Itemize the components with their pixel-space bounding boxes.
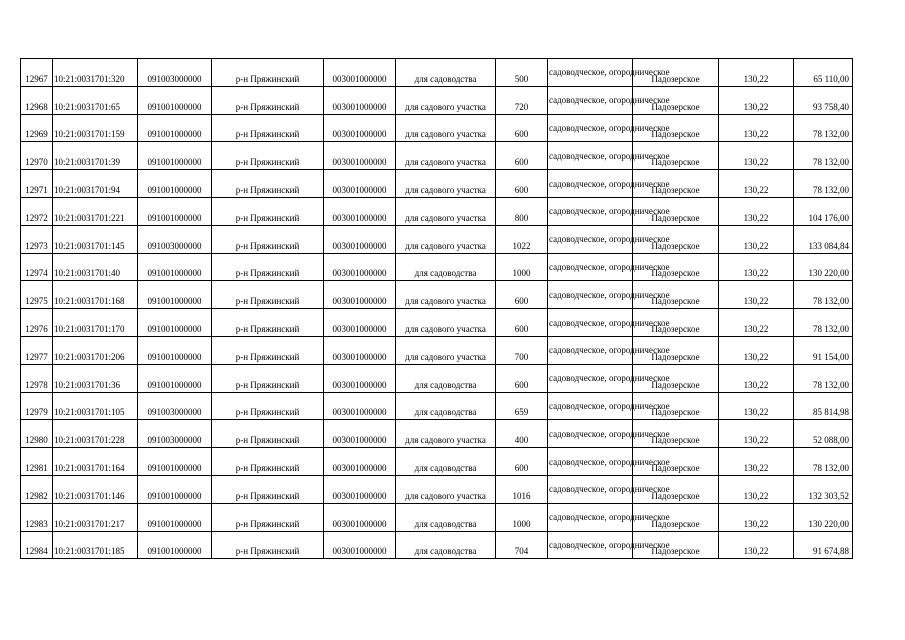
usage-type: садоводческое, огородническое xyxy=(548,281,633,309)
row-number: 12983 xyxy=(21,503,53,531)
code-secondary: 003001000000 xyxy=(324,86,396,114)
rate: 130,22 xyxy=(719,475,794,503)
cadastral-number: 10:21:0031701:159 xyxy=(53,114,138,142)
table-body xyxy=(21,59,853,559)
permitted-use: для садоводства xyxy=(396,531,496,559)
permitted-use: для садоводства xyxy=(396,253,496,281)
usage-type: садоводческое, огородническое xyxy=(548,59,633,87)
permitted-use: для садового участка xyxy=(396,225,496,253)
table-row xyxy=(21,475,853,503)
district: р-н Пряжинский xyxy=(212,59,324,87)
rate: 130,22 xyxy=(719,170,794,198)
usage-type: садоводческое, огородническое xyxy=(548,392,633,420)
code-secondary: 003001000000 xyxy=(324,59,396,87)
usage-type: садоводческое, огородническое xyxy=(548,197,633,225)
code-secondary: 003001000000 xyxy=(324,364,396,392)
permitted-use: для садового участка xyxy=(396,142,496,170)
settlement: Падозерское xyxy=(633,364,719,392)
table-row xyxy=(21,448,853,476)
cadastral-value: 78 132,00 xyxy=(794,142,853,170)
code-primary: 091003000000 xyxy=(138,392,212,420)
district: р-н Пряжинский xyxy=(212,86,324,114)
code-primary: 091001000000 xyxy=(138,475,212,503)
settlement: Падозерское xyxy=(633,225,719,253)
cadastral-number: 10:21:0031701:164 xyxy=(53,448,138,476)
code-secondary: 003001000000 xyxy=(324,114,396,142)
cadastral-number: 10:21:0031701:320 xyxy=(53,59,138,87)
rate: 130,22 xyxy=(719,336,794,364)
code-primary: 091001000000 xyxy=(138,336,212,364)
district: р-н Пряжинский xyxy=(212,253,324,281)
rate: 130,22 xyxy=(719,364,794,392)
permitted-use: для садоводства xyxy=(396,448,496,476)
area: 1022 xyxy=(496,225,548,253)
code-secondary: 003001000000 xyxy=(324,281,396,309)
district: р-н Пряжинский xyxy=(212,170,324,198)
usage-type: садоводческое, огородническое xyxy=(548,253,633,281)
code-secondary: 003001000000 xyxy=(324,253,396,281)
usage-type: садоводческое, огородническое xyxy=(548,531,633,559)
rate: 130,22 xyxy=(719,448,794,476)
permitted-use: для садового участка xyxy=(396,86,496,114)
permitted-use: для садового участка xyxy=(396,281,496,309)
permitted-use: для садоводства xyxy=(396,503,496,531)
area: 720 xyxy=(496,86,548,114)
code-secondary: 003001000000 xyxy=(324,475,396,503)
cadastral-number: 10:21:0031701:168 xyxy=(53,281,138,309)
code-primary: 091001000000 xyxy=(138,503,212,531)
cadastral-number: 10:21:0031701:40 xyxy=(53,253,138,281)
area: 704 xyxy=(496,531,548,559)
usage-type: садоводческое, огородническое xyxy=(548,309,633,337)
row-number: 12984 xyxy=(21,531,53,559)
district: р-н Пряжинский xyxy=(212,364,324,392)
settlement: Падозерское xyxy=(633,503,719,531)
code-secondary: 003001000000 xyxy=(324,531,396,559)
district: р-н Пряжинский xyxy=(212,475,324,503)
code-secondary: 003001000000 xyxy=(324,392,396,420)
cadastral-value: 132 303,52 xyxy=(794,475,853,503)
permitted-use: для садового участка xyxy=(396,336,496,364)
row-number: 12980 xyxy=(21,420,53,448)
cadastral-number: 10:21:0031701:36 xyxy=(53,364,138,392)
table-row xyxy=(21,225,853,253)
code-primary: 091001000000 xyxy=(138,86,212,114)
cadastral-value: 130 220,00 xyxy=(794,253,853,281)
code-secondary: 003001000000 xyxy=(324,448,396,476)
code-primary: 091001000000 xyxy=(138,142,212,170)
settlement: Падозерское xyxy=(633,197,719,225)
usage-type: садоводческое, огородническое xyxy=(548,364,633,392)
cadastral-number: 10:21:0031701:206 xyxy=(53,336,138,364)
code-primary: 091003000000 xyxy=(138,225,212,253)
code-secondary: 003001000000 xyxy=(324,336,396,364)
cadastral-number: 10:21:0031701:221 xyxy=(53,197,138,225)
usage-type: садоводческое, огородническое xyxy=(548,503,633,531)
cadastral-value: 78 132,00 xyxy=(794,281,853,309)
cadastral-value: 130 220,00 xyxy=(794,503,853,531)
settlement: Падозерское xyxy=(633,531,719,559)
table-row xyxy=(21,309,853,337)
usage-type: садоводческое, огородническое xyxy=(548,475,633,503)
cadastral-value: 65 110,00 xyxy=(794,59,853,87)
cadastral-value: 78 132,00 xyxy=(794,114,853,142)
cadastral-number: 10:21:0031701:145 xyxy=(53,225,138,253)
usage-type: садоводческое, огородническое xyxy=(548,170,633,198)
code-primary: 091001000000 xyxy=(138,531,212,559)
area: 659 xyxy=(496,392,548,420)
table-row xyxy=(21,364,853,392)
code-primary: 091001000000 xyxy=(138,253,212,281)
cadastral-value: 78 132,00 xyxy=(794,364,853,392)
district: р-н Пряжинский xyxy=(212,142,324,170)
district: р-н Пряжинский xyxy=(212,531,324,559)
area: 1000 xyxy=(496,503,548,531)
area: 600 xyxy=(496,364,548,392)
table-row xyxy=(21,420,853,448)
usage-type: садоводческое, огородническое xyxy=(548,448,633,476)
cadastral-value: 52 088,00 xyxy=(794,420,853,448)
row-number: 12979 xyxy=(21,392,53,420)
rate: 130,22 xyxy=(719,86,794,114)
usage-type: садоводческое, огородническое xyxy=(548,86,633,114)
row-number: 12970 xyxy=(21,142,53,170)
cadastral-value: 91 154,00 xyxy=(794,336,853,364)
cadastral-number: 10:21:0031701:39 xyxy=(53,142,138,170)
area: 600 xyxy=(496,281,548,309)
row-number: 12974 xyxy=(21,253,53,281)
area: 600 xyxy=(496,114,548,142)
permitted-use: для садоводства xyxy=(396,364,496,392)
usage-type: садоводческое, огородническое xyxy=(548,142,633,170)
table-row xyxy=(21,86,853,114)
settlement: Падозерское xyxy=(633,170,719,198)
settlement: Падозерское xyxy=(633,281,719,309)
settlement: Падозерское xyxy=(633,392,719,420)
settlement: Падозерское xyxy=(633,86,719,114)
cadastral-number: 10:21:0031701:146 xyxy=(53,475,138,503)
code-primary: 091001000000 xyxy=(138,309,212,337)
area: 1000 xyxy=(496,253,548,281)
usage-type: садоводческое, огородническое xyxy=(548,336,633,364)
area: 800 xyxy=(496,197,548,225)
settlement: Падозерское xyxy=(633,59,719,87)
cadastral-value: 104 176,00 xyxy=(794,197,853,225)
rate: 130,22 xyxy=(719,59,794,87)
usage-type: садоводческое, огородническое xyxy=(548,420,633,448)
permitted-use: для садового участка xyxy=(396,114,496,142)
row-number: 12969 xyxy=(21,114,53,142)
cadastral-value: 78 132,00 xyxy=(794,448,853,476)
row-number: 12968 xyxy=(21,86,53,114)
district: р-н Пряжинский xyxy=(212,309,324,337)
district: р-н Пряжинский xyxy=(212,281,324,309)
table-row xyxy=(21,197,853,225)
area: 400 xyxy=(496,420,548,448)
permitted-use: для садового участка xyxy=(396,420,496,448)
code-secondary: 003001000000 xyxy=(324,170,396,198)
rate: 130,22 xyxy=(719,142,794,170)
cadastral-table xyxy=(20,58,853,559)
settlement: Падозерское xyxy=(633,420,719,448)
area: 500 xyxy=(496,59,548,87)
settlement: Падозерское xyxy=(633,253,719,281)
area: 600 xyxy=(496,448,548,476)
settlement: Падозерское xyxy=(633,448,719,476)
rate: 130,22 xyxy=(719,420,794,448)
cadastral-number: 10:21:0031701:228 xyxy=(53,420,138,448)
cadastral-value: 78 132,00 xyxy=(794,309,853,337)
rate: 130,22 xyxy=(719,281,794,309)
usage-type: садоводческое, огородническое xyxy=(548,114,633,142)
code-primary: 091001000000 xyxy=(138,170,212,198)
row-number: 12971 xyxy=(21,170,53,198)
cadastral-number: 10:21:0031701:105 xyxy=(53,392,138,420)
code-primary: 091003000000 xyxy=(138,420,212,448)
cadastral-value: 93 758,40 xyxy=(794,86,853,114)
area: 600 xyxy=(496,309,548,337)
code-primary: 091003000000 xyxy=(138,59,212,87)
usage-type: садоводческое, огородническое xyxy=(548,225,633,253)
settlement: Падозерское xyxy=(633,336,719,364)
settlement: Падозерское xyxy=(633,309,719,337)
settlement: Падозерское xyxy=(633,114,719,142)
cadastral-value: 78 132,00 xyxy=(794,170,853,198)
district: р-н Пряжинский xyxy=(212,392,324,420)
code-primary: 091001000000 xyxy=(138,281,212,309)
cadastral-number: 10:21:0031701:217 xyxy=(53,503,138,531)
rate: 130,22 xyxy=(719,114,794,142)
code-secondary: 003001000000 xyxy=(324,309,396,337)
district: р-н Пряжинский xyxy=(212,197,324,225)
row-number: 12981 xyxy=(21,448,53,476)
row-number: 12967 xyxy=(21,59,53,87)
cadastral-number: 10:21:0031701:170 xyxy=(53,309,138,337)
code-primary: 091001000000 xyxy=(138,448,212,476)
rate: 130,22 xyxy=(719,309,794,337)
area: 600 xyxy=(496,170,548,198)
code-primary: 091001000000 xyxy=(138,197,212,225)
cadastral-number: 10:21:0031701:94 xyxy=(53,170,138,198)
permitted-use: для садового участка xyxy=(396,475,496,503)
cadastral-number: 10:21:0031701:185 xyxy=(53,531,138,559)
rate: 130,22 xyxy=(719,531,794,559)
row-number: 12982 xyxy=(21,475,53,503)
row-number: 12973 xyxy=(21,225,53,253)
table-row xyxy=(21,281,853,309)
rate: 130,22 xyxy=(719,197,794,225)
rate: 130,22 xyxy=(719,392,794,420)
cadastral-number: 10:21:0031701:65 xyxy=(53,86,138,114)
permitted-use: для садового участка xyxy=(396,309,496,337)
table-row xyxy=(21,503,853,531)
code-secondary: 003001000000 xyxy=(324,142,396,170)
code-secondary: 003001000000 xyxy=(324,225,396,253)
cadastral-value: 133 084,84 xyxy=(794,225,853,253)
permitted-use: для садоводства xyxy=(396,59,496,87)
district: р-н Пряжинский xyxy=(212,114,324,142)
cadastral-value: 91 674,88 xyxy=(794,531,853,559)
district: р-н Пряжинский xyxy=(212,503,324,531)
code-secondary: 003001000000 xyxy=(324,420,396,448)
settlement: Падозерское xyxy=(633,475,719,503)
code-secondary: 003001000000 xyxy=(324,197,396,225)
code-primary: 091001000000 xyxy=(138,364,212,392)
code-primary: 091001000000 xyxy=(138,114,212,142)
rate: 130,22 xyxy=(719,225,794,253)
table-row xyxy=(21,142,853,170)
row-number: 12977 xyxy=(21,336,53,364)
table-row xyxy=(21,336,853,364)
permitted-use: для садоводства xyxy=(396,392,496,420)
district: р-н Пряжинский xyxy=(212,420,324,448)
permitted-use: для садового участка xyxy=(396,170,496,198)
rate: 130,22 xyxy=(719,253,794,281)
row-number: 12975 xyxy=(21,281,53,309)
row-number: 12976 xyxy=(21,309,53,337)
table-row xyxy=(21,392,853,420)
district: р-н Пряжинский xyxy=(212,225,324,253)
table-row xyxy=(21,531,853,559)
area: 600 xyxy=(496,142,548,170)
area: 700 xyxy=(496,336,548,364)
row-number: 12972 xyxy=(21,197,53,225)
area: 1016 xyxy=(496,475,548,503)
row-number: 12978 xyxy=(21,364,53,392)
table-row xyxy=(21,170,853,198)
table-row xyxy=(21,114,853,142)
rate: 130,22 xyxy=(719,503,794,531)
cadastral-value: 85 814,98 xyxy=(794,392,853,420)
table-row xyxy=(21,253,853,281)
settlement: Падозерское xyxy=(633,142,719,170)
district: р-н Пряжинский xyxy=(212,336,324,364)
table-row xyxy=(21,59,853,87)
code-secondary: 003001000000 xyxy=(324,503,396,531)
district: р-н Пряжинский xyxy=(212,448,324,476)
permitted-use: для садового участка xyxy=(396,197,496,225)
